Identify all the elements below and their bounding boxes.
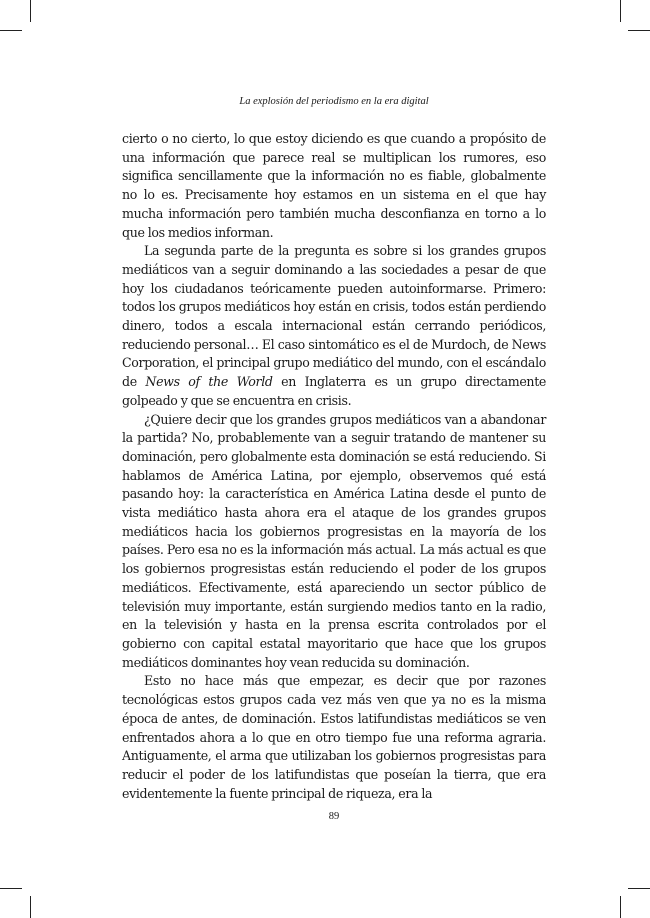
crop-mark bbox=[620, 896, 621, 918]
crop-mark bbox=[30, 896, 31, 918]
paragraph-1: cierto o no cierto, lo que estoy diciendo es que cuando a propósito de una información que parece real se multiplican los rumores, eso significa sencillamente que la información no es fiable, globalmente no lo es. Precisamente hoy estamos en un sistema en el que hay mucha información pero también mucha desconfianza en torno a lo que los medios informan. bbox=[122, 131, 546, 240]
running-head: La explosión del periodismo en la era digital bbox=[239, 96, 429, 107]
crop-mark bbox=[628, 30, 650, 31]
paragraph-2 bbox=[122, 242, 546, 410]
paragraph-2-text-after: en Inglaterra es un grupo directamente golpeado y que se encuentra en crisis. bbox=[122, 374, 547, 408]
crop-mark bbox=[30, 0, 31, 22]
crop-mark bbox=[620, 0, 621, 22]
paragraph-3: ¿Quiere decir que los grandes grupos mediáticos van a abandonar la partida? No, probablemente van a seguir tratando de mantener su dominación, pero globalmente esta dominación se está reduciendo. Si hablamos de América Latina, por ejemplo, observemos qué está pasando hoy: la característica en América Latina desde el punto de vista mediático hasta ahora era el ataque de los grandes grupos mediáticos hacia los gobiernos progresistas en la mayoría de los países. Pero esa no es la información más actual. La más actual es que los gobiernos progresistas están reduciendo el poder de los grupos mediáticos. Efectivamente, está apareciendo un sector público de televisión muy importante, están surgiendo medios tanto en la radio, en la televisión y hasta en la prensa escrita controlados por el gobierno con capital estatal mayoritario que hace que los grupos mediáticos dominantes hoy vean reducida su dominación. bbox=[122, 411, 546, 670]
publication-title: News of the World bbox=[145, 374, 273, 390]
crop-mark bbox=[0, 888, 22, 889]
crop-mark bbox=[628, 888, 650, 889]
body-text bbox=[122, 130, 546, 803]
paragraph-4: Esto no hace más que empezar, es decir que por razones tecnológicas estos grupos cada vez más ven que ya no es la misma época de antes, de dominación. Estos latifundistas mediáticos se ven enfrentados ahora a lo que en otro tiempo fue una reforma agraria. Antiguamente, el arma que utilizaban los gobiernos progresistas para reducir el poder de los latifundistas que poseían la tierra, que era evidentemente la fuente principal de riqueza, era la bbox=[122, 673, 546, 801]
crop-mark bbox=[0, 30, 22, 31]
paragraph-2-text-before: La segunda parte de la pregunta es sobre si los grandes grupos mediáticos van a seguir dominando a las sociedades a pesar de que hoy los ciudadanos teóricamente pueden autoinformarse. Primero: todos los grupos mediáticos hoy están en crisis, todos están perdiendo dinero, todos a escala internacional están cerrando periódicos, reduciendo personal… El caso sintomático es el de Murdoch, de News Corporation, el principal grupo mediático del mundo, con el escándalo de bbox=[122, 243, 546, 390]
page-number: 89 bbox=[328, 811, 340, 822]
